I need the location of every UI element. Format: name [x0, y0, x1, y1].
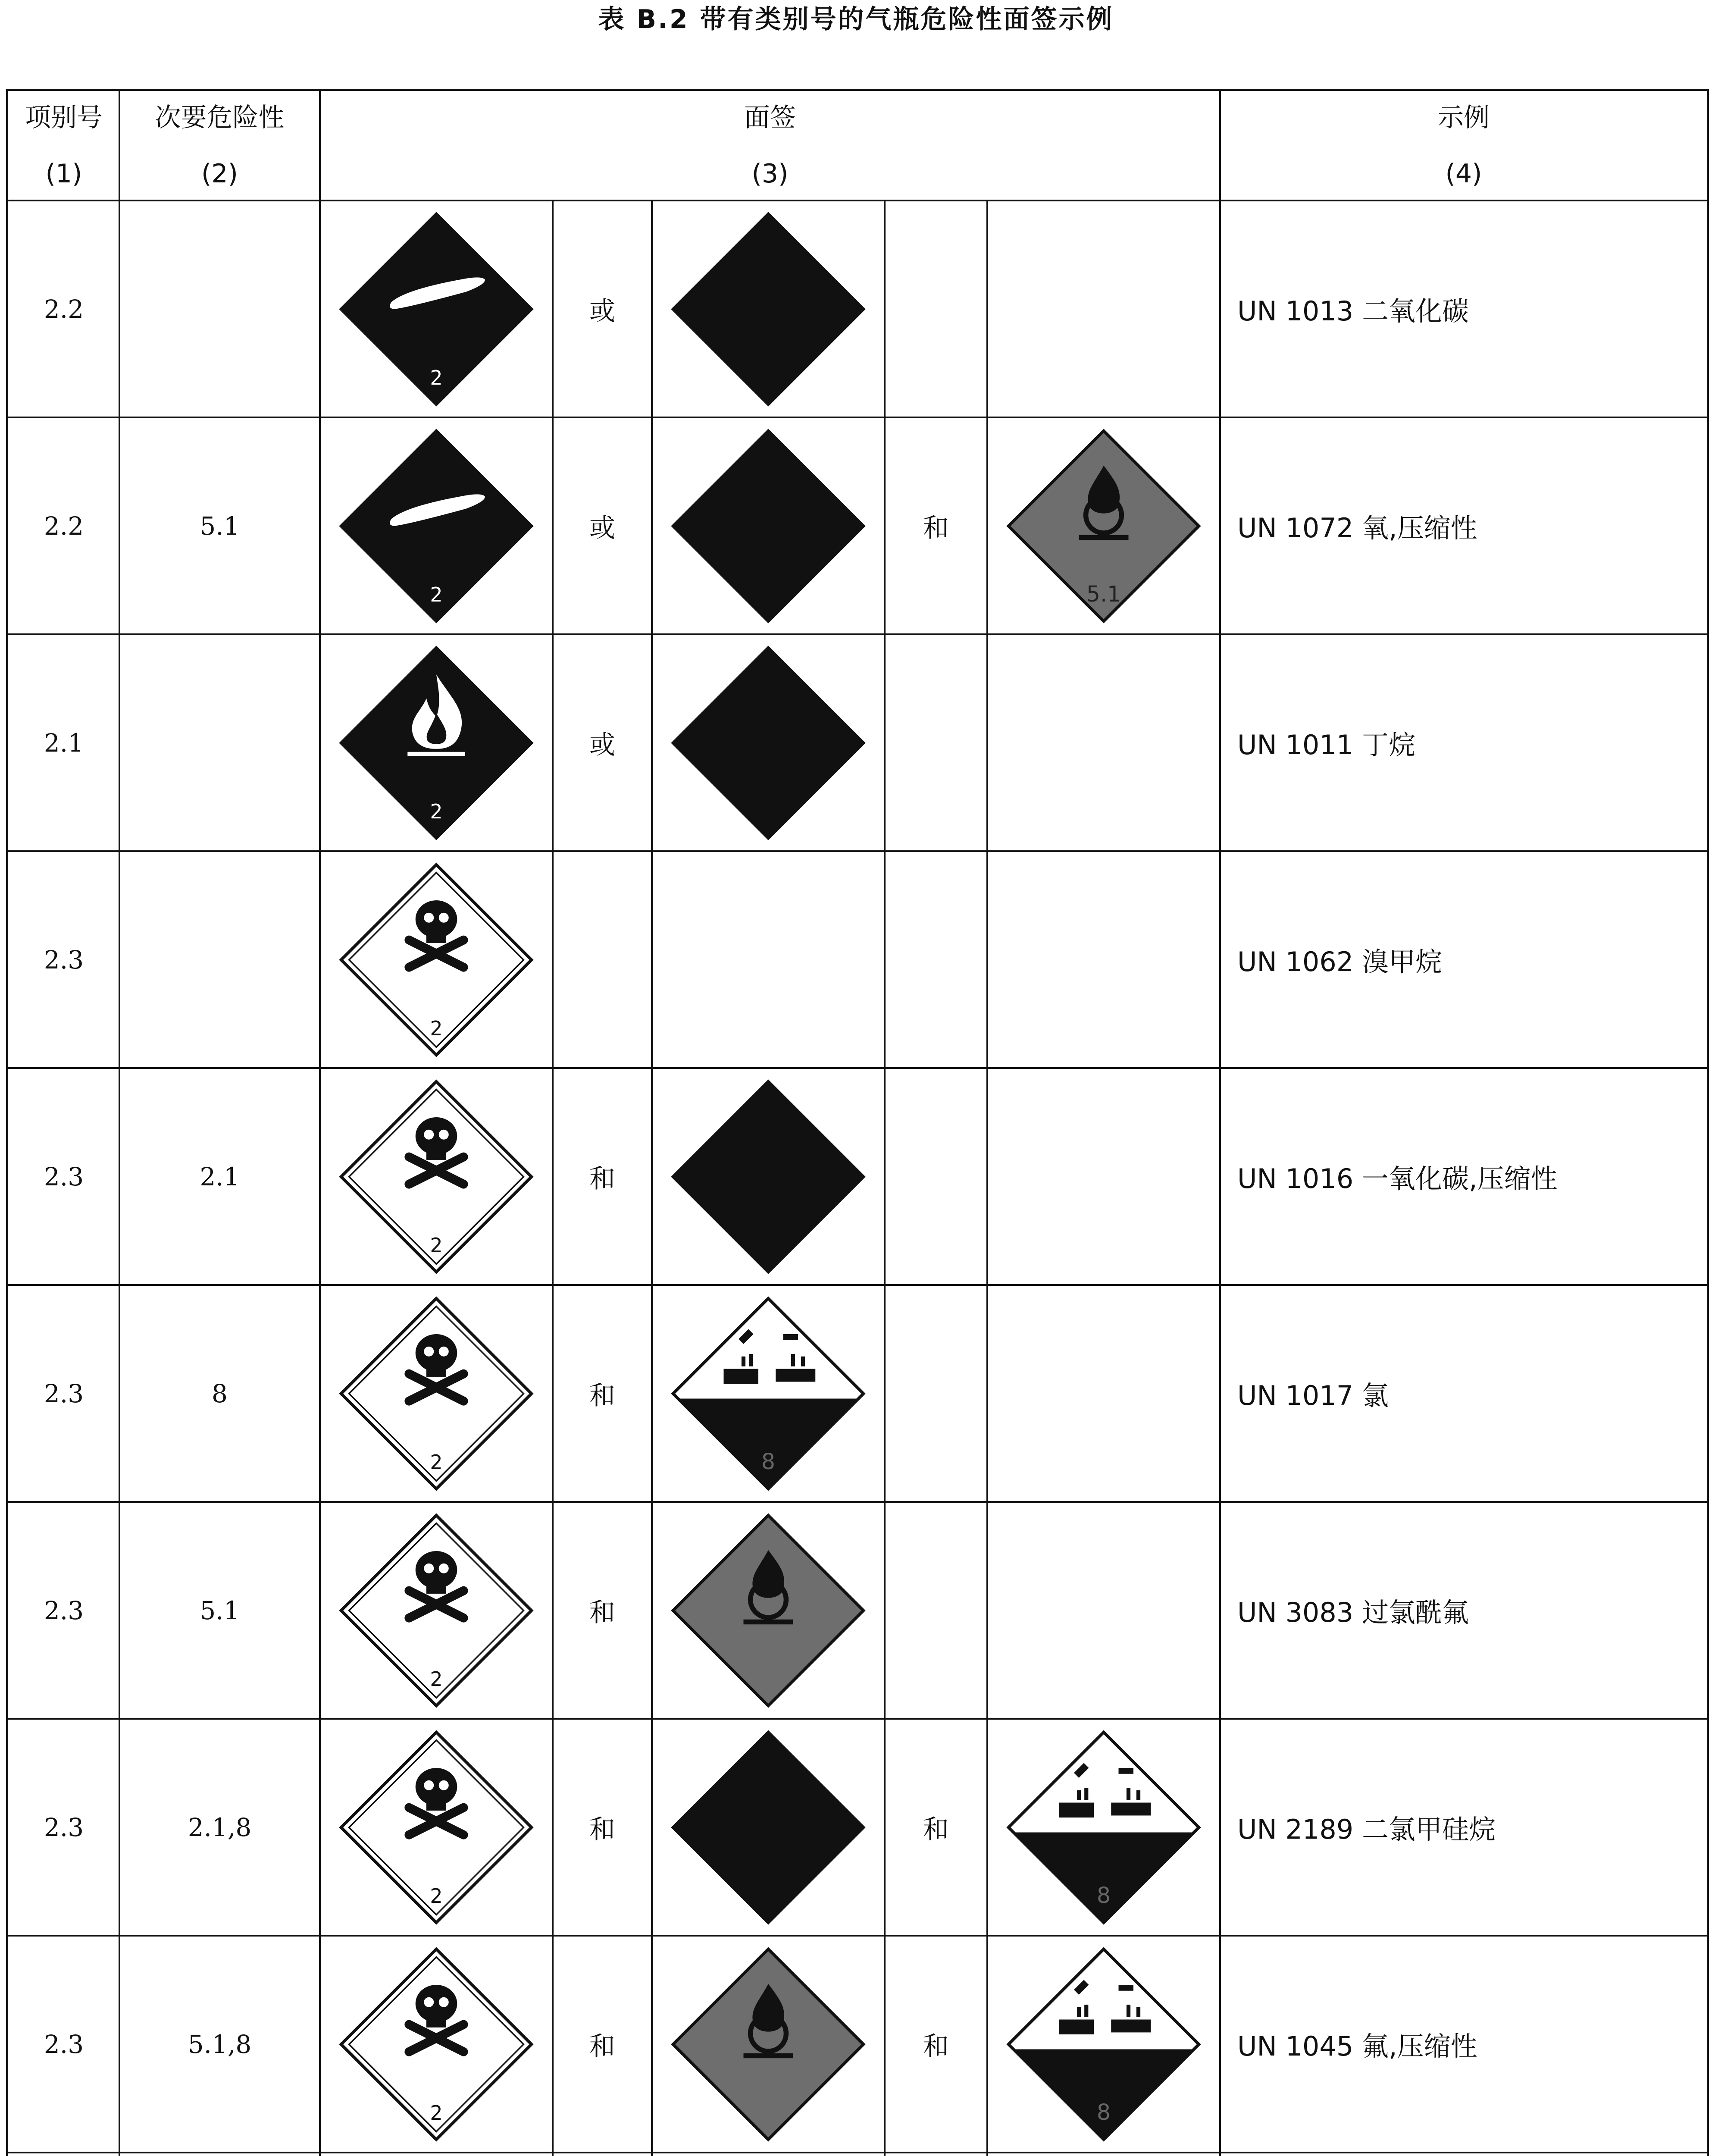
label-conjunction: 和 [589, 1163, 615, 1194]
example-un-entry: UN 1045 氟,压缩性 [1237, 2031, 1477, 2062]
blank-label-icon [669, 427, 867, 625]
corrosive-label-icon [1005, 1945, 1203, 2143]
label-class-number: 2 [430, 366, 443, 389]
oxidizer-label-icon [669, 1511, 867, 1710]
label-conjunction [885, 1285, 987, 1502]
label-conjunction: 和 [923, 2031, 949, 2062]
hazard-label [337, 1078, 535, 1276]
label-conjunction [885, 1502, 987, 1719]
label-class-number: 2 [430, 1016, 443, 1040]
example-un-entry: UN 1017 氯 [1237, 1380, 1389, 1411]
hazard-label [1005, 1945, 1203, 2143]
table-title: 表 B.2 带有类别号的气瓶危险性面签示例 [598, 4, 1114, 34]
skull-crossbones-label-icon [337, 1728, 535, 1927]
hazard-label [669, 1294, 867, 1493]
subsidiary-risk: 5.1,8 [188, 2029, 252, 2059]
example-un-entry: UN 1013 二氧化碳 [1237, 295, 1469, 327]
subsidiary-risk [119, 201, 320, 417]
hazard-label [337, 644, 535, 842]
subsidiary-risk: 8 [212, 1379, 228, 1408]
blank-label-icon [669, 644, 867, 842]
oxidizer-label-icon [669, 1945, 867, 2143]
header-division-title: 项别号 [25, 102, 103, 133]
label-conjunction [885, 1068, 987, 1285]
division-number: 2.3 [44, 1812, 84, 1842]
header-label-number: (3) [751, 158, 789, 189]
division-number: 2.3 [44, 2029, 84, 2059]
label-class-number: 2 [430, 1667, 443, 1691]
label-conjunction: 和 [923, 1814, 949, 1845]
blank-label-icon [669, 1728, 867, 1927]
label-class-number: 2 [430, 1233, 443, 1257]
example-un-entry: UN 1016 一氧化碳,压缩性 [1237, 1163, 1558, 1194]
subsidiary-risk: 5.1 [200, 1595, 240, 1625]
header-subsidiary-title: 次要危险性 [155, 102, 285, 133]
hazard-label [669, 644, 867, 842]
header-subsidiary [119, 91, 320, 201]
hazard-label [337, 427, 535, 625]
skull-crossbones-label-icon [337, 1078, 535, 1276]
label-class-number: 2 [430, 2101, 443, 2125]
hazard-label [1005, 1728, 1203, 1927]
skull-crossbones-label-icon [337, 1945, 535, 2143]
division-number: 2.3 [44, 945, 84, 975]
header-example-number: (4) [1445, 158, 1482, 189]
label-conjunction [553, 851, 652, 1068]
hazard-label [337, 1511, 535, 1710]
label-conjunction: 或 [589, 296, 615, 326]
label-class-number: 2 [430, 1450, 443, 1474]
example-un-entry: UN 1072 氧,压缩性 [1237, 512, 1477, 544]
subsidiary-risk: 2.1,8 [188, 1812, 252, 1842]
label-conjunction: 和 [589, 1814, 615, 1845]
header-label-title: 面签 [744, 102, 796, 133]
label-class-number: 5.1 [1086, 581, 1121, 607]
hazard-label [669, 210, 867, 408]
label-class-number: 8 [1096, 2099, 1111, 2125]
oxidizer-label-icon [1005, 427, 1203, 625]
example-un-entry: UN 2189 二氯甲硅烷 [1237, 1814, 1496, 1845]
header-division-number: (1) [45, 158, 82, 189]
hazard-label [669, 1728, 867, 1927]
label-conjunction: 和 [589, 1597, 615, 1628]
division-number: 2.1 [44, 728, 84, 758]
example-un-entry: UN 1062 溴甲烷 [1237, 946, 1442, 978]
gas-cylinder-label-icon [337, 427, 535, 625]
example-un-entry: UN 1011 丁烷 [1237, 729, 1415, 761]
example-un-entry: UN 3083 过氯酰氟 [1237, 1597, 1469, 1628]
division-number: 2.2 [44, 511, 84, 541]
label-conjunction: 和 [589, 2031, 615, 2062]
header-subsidiary-number: (2) [201, 158, 238, 189]
hazard-label [669, 427, 867, 625]
blank-label-icon [669, 1078, 867, 1276]
hazard-label [337, 210, 535, 408]
label-conjunction: 和 [589, 1380, 615, 1411]
header-label [320, 91, 1220, 201]
division-number: 2.3 [44, 1595, 84, 1625]
hazard-label [669, 1945, 867, 2143]
label-conjunction: 和 [923, 513, 949, 543]
blank-label-icon [669, 210, 867, 408]
header-example [1220, 91, 1707, 201]
flame-label-icon [337, 644, 535, 842]
hazard-label [337, 1945, 535, 2143]
label-class-number: 8 [1096, 1882, 1111, 1908]
subsidiary-risk [119, 851, 320, 1068]
label-class-number: 2 [430, 583, 443, 606]
hazard-label [337, 1728, 535, 1927]
skull-crossbones-label-icon [337, 1511, 535, 1710]
label-class-number: 8 [761, 1448, 776, 1474]
skull-crossbones-label-icon [337, 1294, 535, 1493]
label-conjunction [885, 634, 987, 851]
division-number: 2.3 [44, 1379, 84, 1408]
hazard-label [1005, 427, 1203, 625]
hazard-label [337, 1294, 535, 1493]
label-conjunction: 或 [589, 730, 615, 760]
header-example-title: 示例 [1438, 102, 1490, 133]
label-class-number: 2 [430, 799, 443, 823]
skull-crossbones-label-icon [337, 861, 535, 1059]
header-division [8, 91, 119, 201]
corrosive-label-icon [1005, 1728, 1203, 1927]
label-conjunction [885, 851, 987, 1068]
label-conjunction: 或 [589, 513, 615, 543]
label-class-number: 2 [430, 1884, 443, 1908]
label-conjunction [885, 201, 987, 417]
hazard-label [669, 1078, 867, 1276]
subsidiary-risk [119, 634, 320, 851]
subsidiary-risk: 2.1 [200, 1162, 240, 1191]
hazard-label [337, 861, 535, 1059]
corrosive-label-icon [669, 1294, 867, 1493]
gas-cylinder-label-icon [337, 210, 535, 408]
hazard-label [669, 1511, 867, 1710]
subsidiary-risk: 5.1 [200, 511, 240, 541]
division-number: 2.2 [44, 294, 84, 324]
division-number: 2.3 [44, 1162, 84, 1191]
